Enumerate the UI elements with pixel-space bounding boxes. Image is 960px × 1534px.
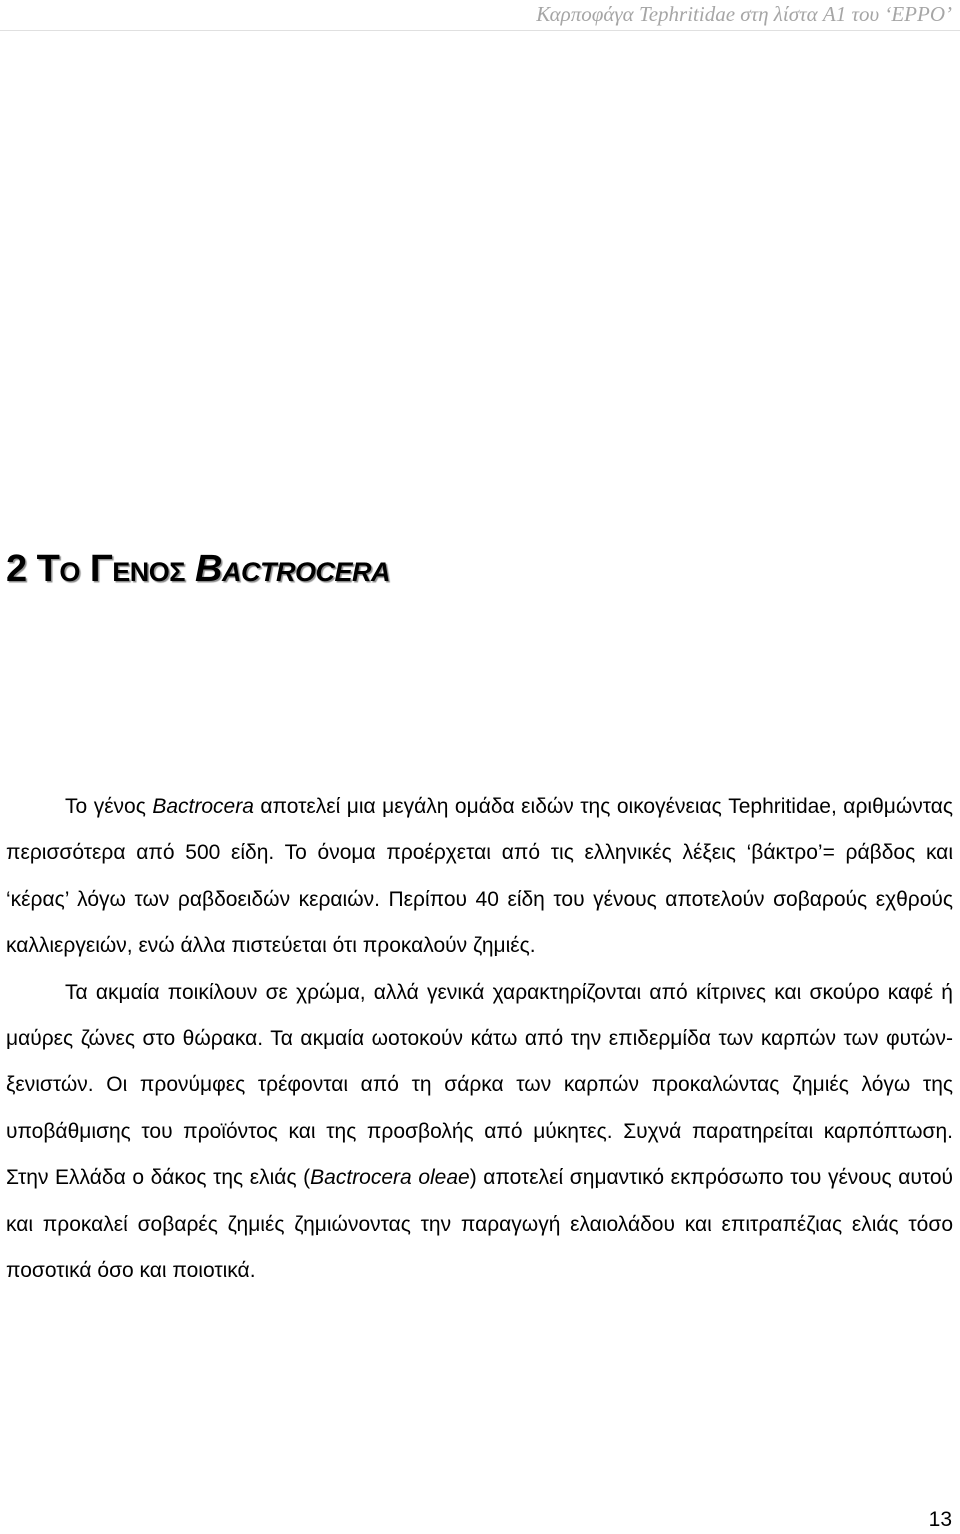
header-divider xyxy=(0,30,960,31)
body-text xyxy=(6,784,953,1294)
paragraph-1 xyxy=(6,784,953,970)
page-number: 13 xyxy=(928,1508,952,1531)
running-header: Καρποφάγα Tephritidae στη λίστα A1 του ‘EPPO’ xyxy=(536,2,952,26)
paragraph-2-text-b: ) αποτελεί σημαντικό εκπρόσωπο του γένους αυτού και προκαλεί σοβαρές ζημιές ζημιώνοντας την παραγωγή ελαιολάδου και επιτραπέζιας ελιάς τόσο ποσοτικά όσο και ποιοτικά. xyxy=(6,1166,953,1283)
paragraph-1-text-a: Το γένος xyxy=(65,795,153,818)
chapter-title-genus: Bactrocera xyxy=(195,548,390,590)
chapter-heading xyxy=(6,548,390,591)
chapter-number: 2 xyxy=(6,548,27,590)
paragraph-1-genus-name: Bactrocera xyxy=(152,795,254,818)
paragraph-2 xyxy=(6,970,953,1295)
paragraph-1-text-b: αποτελεί μια μεγάλη ομάδα ειδών της οικογένειας Tephritidae, αριθμώντας περισσότερα από 500 είδη. Το όνομα προέρχεται από τις ελληνικές λέξεις ‘βάκτρο’= ράβδος και ‘κέρας’ λόγω των ραβδοειδών κεραιών. Περίπου 40 είδη του γένους αποτελούν σοβαρούς εχθρούς καλλιεργειών, ενώ άλλα πιστεύεται ότι προκαλούν ζημιές. xyxy=(6,795,953,958)
chapter-title-prefix: Το Γενος xyxy=(36,548,185,590)
paragraph-2-species-name: Bactrocera oleae xyxy=(310,1166,470,1190)
paragraph-2-text-a: Τα ακμαία ποικίλουν σε χρώμα, αλλά γενικά χαρακτηρίζονται από κίτρινες και σκούρο καφέ ή μαύρες ζώνες στο θώρακα. Τα ακμαία ωοτοκούν κάτω από την επιδερμίδα των καρπών των φυτών-ξενιστών. Οι προνύμφες τρέφονται από τη σάρκα των καρπών προκαλώντας ζημιές λόγω της υποβάθμισης του προϊόντος και της προσβολής από μύκητες. Συχνά παρατηρείται καρπόπτωση. Στην Ελλάδα ο δάκος της ελιάς ( xyxy=(6,980,953,1190)
